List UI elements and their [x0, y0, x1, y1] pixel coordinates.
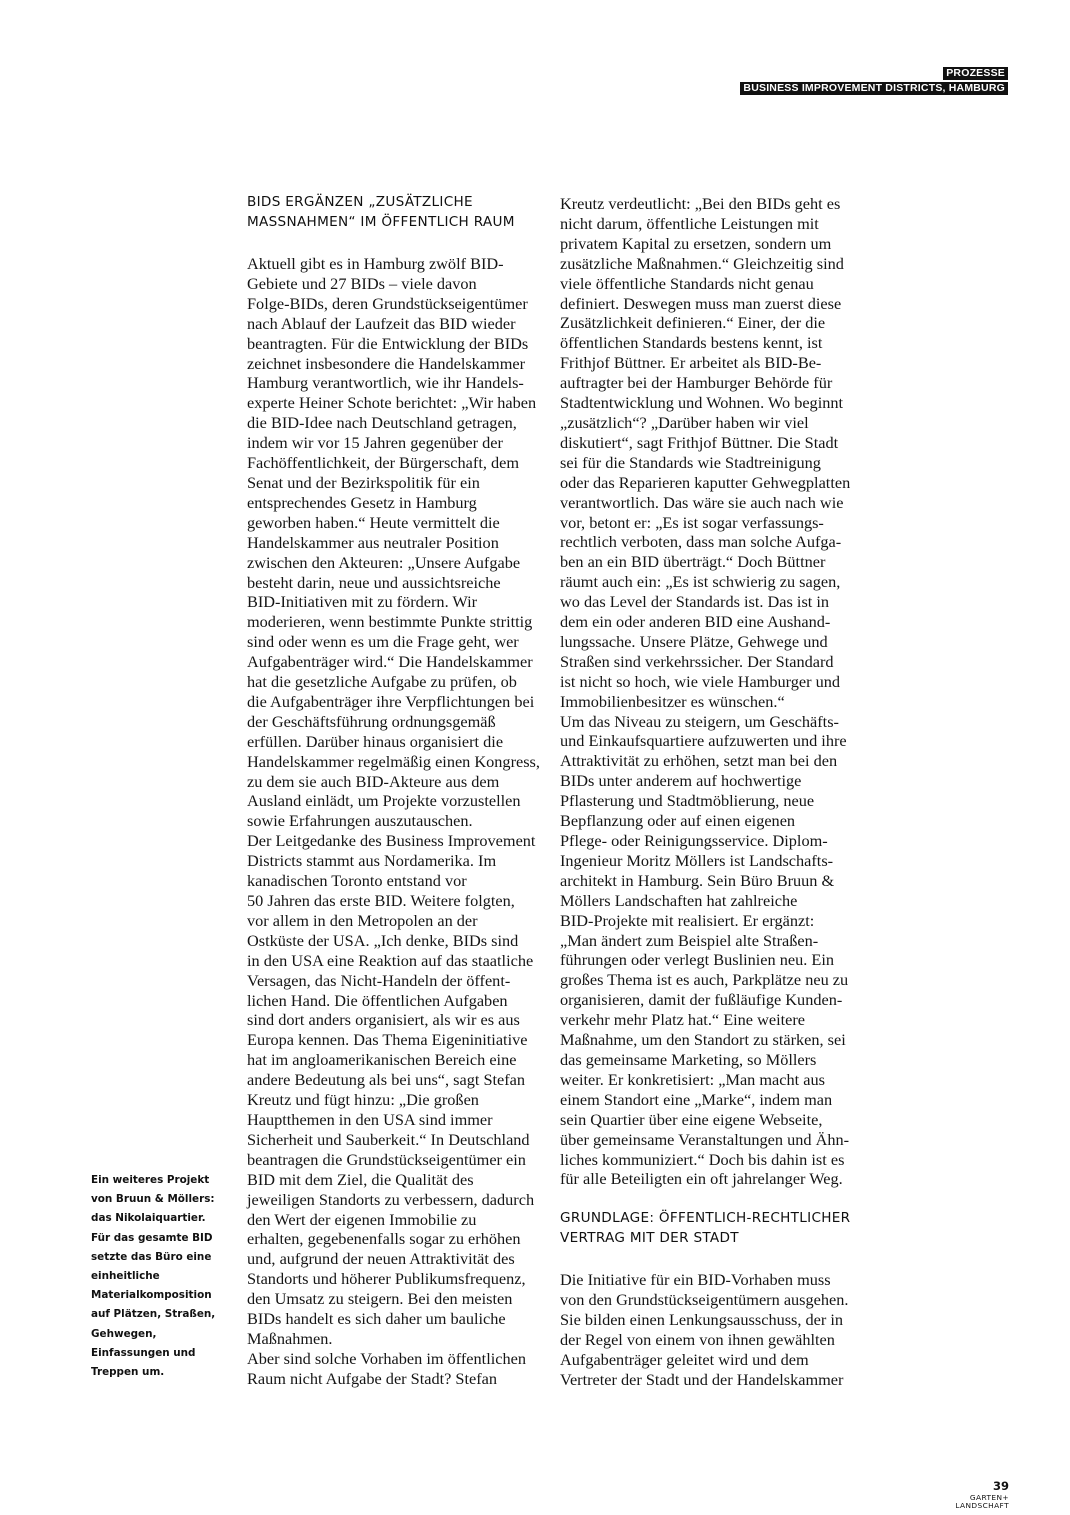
text-line: und Einkaufsquartiere aufzuwerten und ihre	[560, 731, 847, 751]
section-heading-2	[560, 1208, 860, 1248]
text-line: Vertreter der Stadt und der Handelskammer	[560, 1369, 844, 1389]
subsection-label: BUSINESS IMPROVEMENT DISTRICTS, HAMBURG	[740, 82, 1008, 95]
text-line: architekt in Hamburg. Sein Büro Bruun &	[560, 870, 835, 890]
text-line: „Man ändert zum Beispiel alte Straßen-	[560, 930, 819, 950]
text-line: Pflege- oder Reinigungsservice. Diplom-	[560, 831, 828, 850]
magazine-logo	[955, 1494, 1009, 1510]
text-line: Versagen, das Nicht-Handeln der öffent-	[247, 970, 511, 990]
caption-line: Für das gesamte BID	[91, 1231, 213, 1244]
text-line: Aufgabenträger wird.“ Die Handelskammer	[247, 652, 533, 672]
text-line: BIDs handelt es sich daher um bauliche	[247, 1309, 506, 1329]
caption-line: Treppen um.	[91, 1366, 165, 1379]
text-line: Maßnahmen.	[247, 1328, 333, 1348]
text-line: Möllers Landschaften hat zahlreiche	[560, 890, 798, 910]
text-line: Fachöffentlichkeit, der Bürgerschaft, dem	[247, 453, 520, 473]
caption-line: Gehwegen,	[91, 1327, 157, 1340]
article-column-1	[247, 192, 543, 1389]
text-line: Attraktivität zu erhöhen, setzt man bei den	[560, 751, 838, 771]
text-line: Handelskammer regelmäßig einen Kongress,	[247, 751, 540, 771]
section-label: PROZESSE	[943, 67, 1008, 80]
column-2-body	[560, 194, 860, 1189]
text-line: organisieren, damit der fußläufige Kunden-	[560, 990, 843, 1010]
text-line: BIDs unter anderem auf hochwertige	[560, 771, 802, 791]
text-line: den Wert der eigenen Immobilie zu	[247, 1209, 477, 1229]
text-line: Folge-BIDs, deren Grundstückseigentümer	[247, 293, 528, 313]
caption-line: setzte das Büro eine	[91, 1250, 212, 1263]
text-line: lichen Hand. Die öffentlichen Aufgaben	[247, 990, 508, 1010]
caption-line: Einfassungen und	[91, 1346, 196, 1359]
text-line: Sicherheit und Sauberkeit.“ In Deutschland	[247, 1129, 530, 1149]
text-line: zwischen den Akteuren: „Unsere Aufgabe	[247, 552, 521, 572]
text-line: liches kommuniziert.“ Doch bis dahin ist es	[560, 1149, 845, 1169]
text-line: verantwortlich. Das wäre sie auch nach wie	[560, 492, 844, 512]
text-line: die BID-Idee nach Deutschland getragen,	[247, 413, 517, 433]
text-line: Aktuell gibt es in Hamburg zwölf BID-	[247, 254, 504, 273]
text-line: Aber sind solche Vorhaben im öffentlichen	[247, 1348, 526, 1368]
text-line: Kreutz und fügt hinzu: „Die großen	[247, 1090, 479, 1110]
text-line: lungssache. Unsere Plätze, Gehwege und	[560, 631, 828, 651]
text-line: führungen oder verlegt Buslinien neu. Ein	[560, 950, 834, 970]
article-column-2	[560, 194, 860, 1390]
text-line: Districts stammt aus Nordamerika. Im	[247, 851, 497, 871]
text-line: andere Bedeutung als bei uns“, sagt Stefan	[247, 1070, 526, 1090]
text-line: öffentlichen Standards bestens kennt, ist	[560, 333, 823, 353]
text-line: die Aufgabenträger ihre Verpflichtungen bei	[247, 691, 535, 711]
text-line: sei für die Standards wie Stadtreinigung	[560, 452, 821, 472]
text-line: das gemeinsame Marketing, so Möllers	[560, 1049, 817, 1069]
text-line: verkehr mehr Platz hat.“ Eine weitere	[560, 1010, 806, 1030]
section-heading-1	[247, 192, 543, 232]
text-line: zusätzliche Maßnahmen.“ Gleichzeitig sind	[560, 253, 844, 273]
text-line: Europa kennen. Das Thema Eigeninitiative	[247, 1030, 528, 1050]
text-line: moderieren, wenn bestimmte Punkte strittig	[247, 612, 533, 632]
caption-line: das Nikolaiquartier.	[91, 1212, 206, 1225]
text-line: weiter. Er konkretisiert: „Man macht aus	[560, 1069, 825, 1089]
text-line: Der Leitgedanke des Business Improvement	[247, 831, 536, 851]
text-line: Stadtentwicklung und Wohnen. Wo beginnt	[560, 393, 844, 413]
text-line: Senat und der Bezirkspolitik für ein	[247, 472, 480, 492]
text-line: geworben haben.“ Heute vermittelt die	[247, 512, 500, 532]
text-line: Pflasterung und Stadtmöblierung, neue	[560, 791, 815, 811]
caption-line: Ein weiteres Projekt	[91, 1174, 210, 1186]
caption-line: von Bruun & Möllers:	[91, 1193, 215, 1206]
text-line: BID-Initiativen mit zu fördern. Wir	[247, 592, 478, 612]
magazine-logo-line: GARTEN+	[969, 1493, 1009, 1502]
text-line: wo das Level der Standards ist. Das ist in	[560, 592, 830, 612]
text-line: großes Thema ist es auch, Parkplätze neu zu	[560, 970, 849, 990]
text-line: oder das Reparieren kaputter Gehwegplatten	[560, 472, 851, 492]
text-line: vor, betont er: „Es ist sogar verfassungs-	[560, 512, 824, 532]
text-line: Ingenieur Moritz Möllers ist Landschafts-	[560, 850, 834, 870]
text-line: rechtlich verboten, dass man solche Aufga-	[560, 532, 842, 552]
text-line: 50 Jahren das erste BID. Weitere folgten,	[247, 891, 515, 910]
text-line: ben an ein BID überträgt.“ Doch Büttner	[560, 552, 826, 572]
text-line: Um das Niveau zu steigern, um Geschäfts-	[560, 711, 839, 731]
text-line: für alle Beteiligten ein oft jahrelanger Weg.	[560, 1169, 843, 1189]
text-line: von den Grundstückseigentümern ausgehen.	[560, 1290, 849, 1310]
text-line: kanadischen Toronto entstand vor	[247, 871, 467, 891]
text-line: beantragen die Grundstückseigentümer ein	[247, 1149, 526, 1169]
text-line: entsprechendes Gesetz in Hamburg	[247, 492, 477, 512]
text-line: Ausland einlädt, um Projekte vorzustellen	[247, 791, 521, 811]
text-line: Standorts und höherer Publikumsfrequenz,	[247, 1269, 526, 1289]
text-line: Aufgabenträger geleitet wird und dem	[560, 1349, 809, 1369]
text-line: Ostküste der USA. „Ich denke, BIDs sind	[247, 930, 519, 950]
text-line: beantragten. Für die Entwicklung der BIDs	[247, 333, 529, 353]
text-line: in den USA eine Reaktion auf das staatliche	[247, 950, 534, 970]
text-line: einem Standort eine „Marke“, indem man	[560, 1089, 833, 1109]
text-line: Maßnahme, um den Standort zu stärken, sei	[560, 1030, 846, 1050]
text-line: zu dem sie auch BID-Akteure aus dem	[247, 771, 500, 791]
text-line: BID mit dem Ziel, die Qualität des	[247, 1169, 474, 1189]
page-number: 39	[992, 1479, 1009, 1493]
text-line: der Geschäftsführung ordnungsgemäß	[247, 711, 496, 731]
text-line: zeichnet insbesondere die Handelskammer	[247, 353, 526, 373]
text-line: Handelskammer aus neutraler Position	[247, 532, 499, 552]
text-line: Zusätzlichkeit definieren.“ Einer, der die	[560, 313, 826, 333]
text-line: nicht darum, öffentliche Leistungen mit	[560, 213, 819, 233]
heading-line: BIDS ERGÄNZEN „ZUSÄTZLICHE	[247, 194, 473, 210]
text-line: Gebiete und 27 BIDs – viele davon	[247, 273, 477, 293]
text-line: „zusätzlich“? „Darüber haben wir viel	[560, 412, 809, 432]
caption-line: auf Plätzen, Straßen,	[91, 1308, 216, 1321]
heading-line: VERTRAG MIT DER STADT	[560, 1230, 739, 1247]
text-line: erfüllen. Darüber hinaus organisiert die	[247, 731, 504, 751]
magazine-logo-line: LANDSCHAFT	[955, 1501, 1009, 1510]
text-line: Raum nicht Aufgabe der Stadt? Stefan	[247, 1368, 498, 1388]
text-line: Kreutz verdeutlicht: „Bei den BIDs geht es	[560, 194, 841, 213]
text-line: sowie Erfahrungen auszutauschen.	[247, 811, 473, 831]
text-line: auftragter bei der Hamburger Behörde für	[560, 373, 833, 393]
text-line: sein Quartier über eine eigene Webseite,	[560, 1109, 823, 1129]
text-line: BID-Projekte mit realisiert. Er ergänzt:	[560, 910, 815, 930]
text-line: hat die gesetzliche Aufgabe zu prüfen, ob	[247, 672, 517, 692]
text-line: über gemeinsame Veranstaltungen und Ähn-	[560, 1129, 850, 1149]
text-line: experte Heiner Schote berichtet: „Wir haben	[247, 393, 537, 413]
text-line: besteht darin, neue und aussichtsreiche	[247, 572, 501, 592]
caption-line: Materialkomposition	[91, 1289, 212, 1302]
text-line: den Umsatz zu steigern. Bei den meisten	[247, 1289, 513, 1309]
text-line: und, aufgrund der neuen Attraktivität des	[247, 1249, 515, 1269]
caption-line: einheitliche	[91, 1270, 160, 1283]
text-line: indem wir vor 15 Jahren gegenüber der	[247, 433, 503, 453]
text-line: Immobilienbesitzer es wünschen.“	[560, 691, 785, 711]
text-line: sind dort anders organisiert, als wir es aus	[247, 1010, 520, 1030]
text-line: privatem Kapital zu ersetzen, sondern um	[560, 233, 832, 253]
text-line: diskutiert“, sagt Frithjof Büttner. Die Stadt	[560, 432, 839, 452]
text-line: erhalten, gegebenenfalls sogar zu erhöhen	[247, 1229, 521, 1249]
text-line: Hamburg verantwortlich, wie ihr Handels-	[247, 373, 524, 393]
text-line: Die Initiative für ein BID-Vorhaben muss	[560, 1270, 831, 1290]
text-line: sind oder wenn es um die Frage geht, wer	[247, 632, 519, 652]
column-2-body-continued	[560, 1270, 860, 1389]
text-line: Sie bilden einen Lenkungsausschuss, der in	[560, 1310, 844, 1330]
text-line: vor allem in den Metropolen an der	[247, 910, 478, 930]
text-line: Bepflanzung oder auf einen eigenen	[560, 811, 796, 831]
text-line: Straßen sind verkehrssicher. Der Standard	[560, 651, 834, 671]
text-line: hat im angloamerikanischen Bereich eine	[247, 1050, 517, 1070]
text-line: Hauptthemen in den USA sind immer	[247, 1109, 493, 1129]
image-caption	[91, 1171, 226, 1382]
text-line: viele öffentliche Standards nicht genau	[560, 273, 814, 293]
text-line: der Regel von einem von ihnen gewählten	[560, 1330, 835, 1350]
text-line: dem ein oder anderen BID eine Aushand-	[560, 612, 831, 632]
text-line: Frithjof Büttner. Er arbeitet als BID-Be-	[560, 353, 822, 373]
text-line: definiert. Deswegen muss man zuerst diese	[560, 293, 842, 313]
heading-line: GRUNDLAGE: ÖFFENTLICH-RECHTLICHER	[560, 1210, 851, 1227]
text-line: räumt auch ein: „Es ist schwierig zu sagen,	[560, 572, 841, 592]
text-line: jeweiligen Standorts zu verbessern, dadurch	[247, 1189, 535, 1209]
heading-line: MASSNAHMEN“ IM ÖFFENTLICH RAUM	[247, 214, 515, 230]
text-line: nach Ablauf der Laufzeit das BID wieder	[247, 313, 516, 333]
column-1-body	[247, 254, 543, 1389]
text-line: ist nicht so hoch, wie viele Hamburger und	[560, 671, 841, 691]
